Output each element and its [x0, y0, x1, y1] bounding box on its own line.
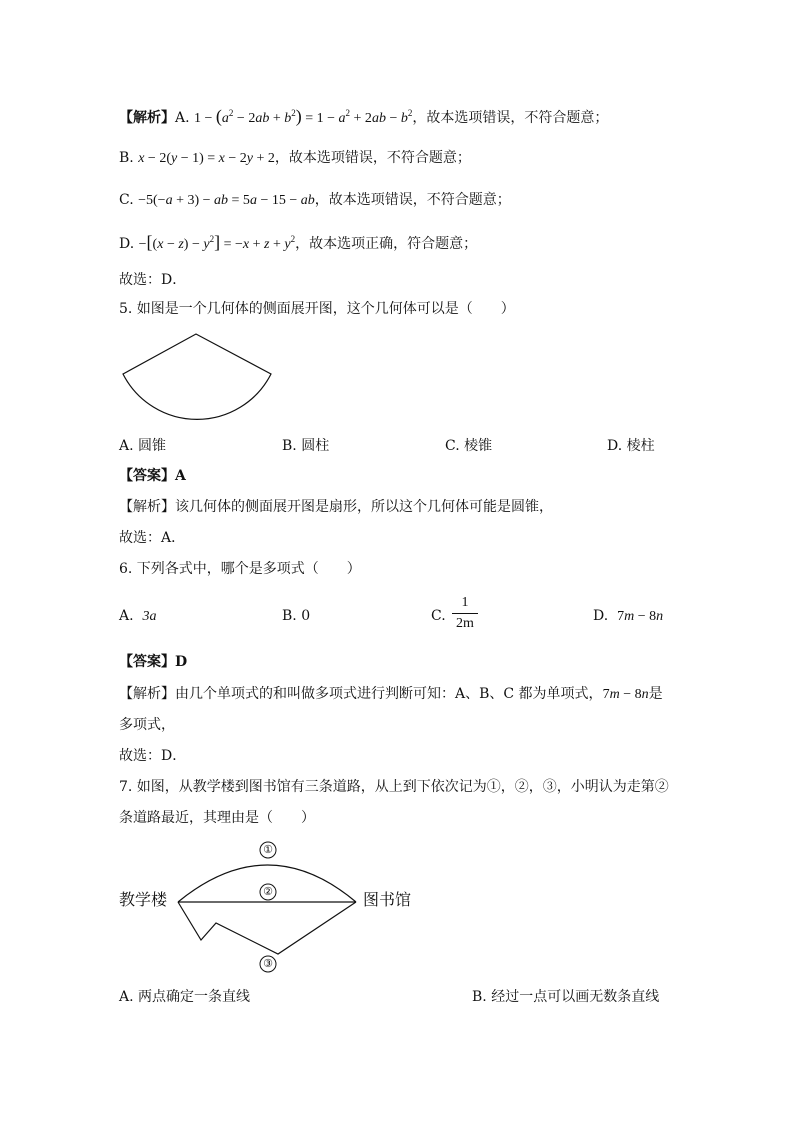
sector-diagram: [118, 330, 278, 425]
math-expression: $1 - (a^2 - 2ab + b^2) = 1 - a^2 + 2ab - b^2$: [194, 106, 413, 126]
label-library: 图书馆: [363, 890, 412, 909]
road-1-label: ①: [263, 843, 273, 856]
q4-analysis-c: C. −5(−a + 3) − ab = 5a − 15 − ab，故本选项错误，不符合题意；: [119, 192, 511, 208]
q7-stem-line1: 7. 如图，从教学楼到图书馆有三条道路，从上到下依次记为①，②，③，小明认为走第②: [119, 779, 669, 795]
q6-answer: 【答案】D: [119, 654, 188, 670]
math-expression: −5(−a + 3) − ab = 5a − 15 − ab: [138, 193, 315, 208]
q5-option-d: D. 棱柱: [607, 438, 655, 454]
q7-stem-line2: 条道路最近，其理由是（ ）: [119, 810, 315, 826]
option-expression: 3a: [142, 609, 157, 624]
q6-stem: 6. 下列各式中，哪个是多项式（ ）: [119, 561, 361, 577]
q5-option-a: A. 圆锥: [119, 438, 167, 454]
q5-option-c: C. 棱锥: [445, 438, 493, 454]
q5-analysis: 【解析】该几何体的侧面展开图是扇形，所以这个几何体可能是圆锥，: [119, 499, 553, 515]
q4-analysis-d: D. $-[(x - z) - y^2] = -x + z + y^2$，故本选项正确，符合题意；: [119, 232, 478, 252]
q6-option-d: D. 7m − 8n: [593, 608, 664, 624]
q7-option-a: A. 两点确定一条直线: [119, 989, 251, 1005]
q4-analysis-b: B. x − 2(y − 1) = x − 2y + 2，故本选项错误，不符合题意；: [119, 150, 471, 166]
road-3-label: ③: [263, 957, 273, 970]
road-2-label: ②: [263, 885, 273, 898]
analysis-tag: 【解析】: [119, 110, 175, 126]
q6-option-a: A. 3a: [119, 608, 157, 624]
q6-option-c-label: C.: [431, 608, 446, 624]
q6-analysis-line2: 多项式，: [119, 717, 175, 733]
math-expression: x − 2(y − 1) = x − 2y + 2: [138, 151, 275, 166]
q6-choice: 故选：D．: [119, 748, 187, 764]
q6-option-b: B. 0: [282, 608, 311, 624]
q4-analysis-a: 【解析】A. $1 - (a^2 - 2ab + b^2) = 1 - a^2 + 2ab - b^2$，故本选项错误，不符合题意；: [119, 106, 609, 126]
fraction-numerator: 1: [461, 595, 469, 610]
math-expression: 7m − 8n: [602, 687, 649, 702]
q6-analysis-line1: 【解析】由几个单项式的和叫做多项式进行判断可知：A、B、C 都为单项式，7m − 8n是: [119, 686, 663, 702]
fraction-bar: [452, 613, 478, 614]
q6-option-c-fraction: [452, 594, 478, 633]
q5-choice: 故选：A．: [119, 530, 186, 546]
q5-answer: 【答案】A: [119, 468, 186, 484]
math-expression: $-[(x - z) - y^2] = -x + z + y^2$: [138, 232, 296, 252]
q4-choice: 故选：D．: [119, 272, 187, 288]
fraction-denominator: 2m: [456, 616, 474, 631]
label-teaching-building: 教学楼: [119, 890, 168, 909]
q5-stem: 5. 如图是一个几何体的侧面展开图，这个几何体可以是（ ）: [119, 301, 515, 317]
option-expression: 7m − 8n: [617, 609, 664, 624]
q5-option-b: B. 圆柱: [282, 438, 330, 454]
q7-option-b: B. 经过一点可以画无数条直线: [472, 989, 660, 1005]
